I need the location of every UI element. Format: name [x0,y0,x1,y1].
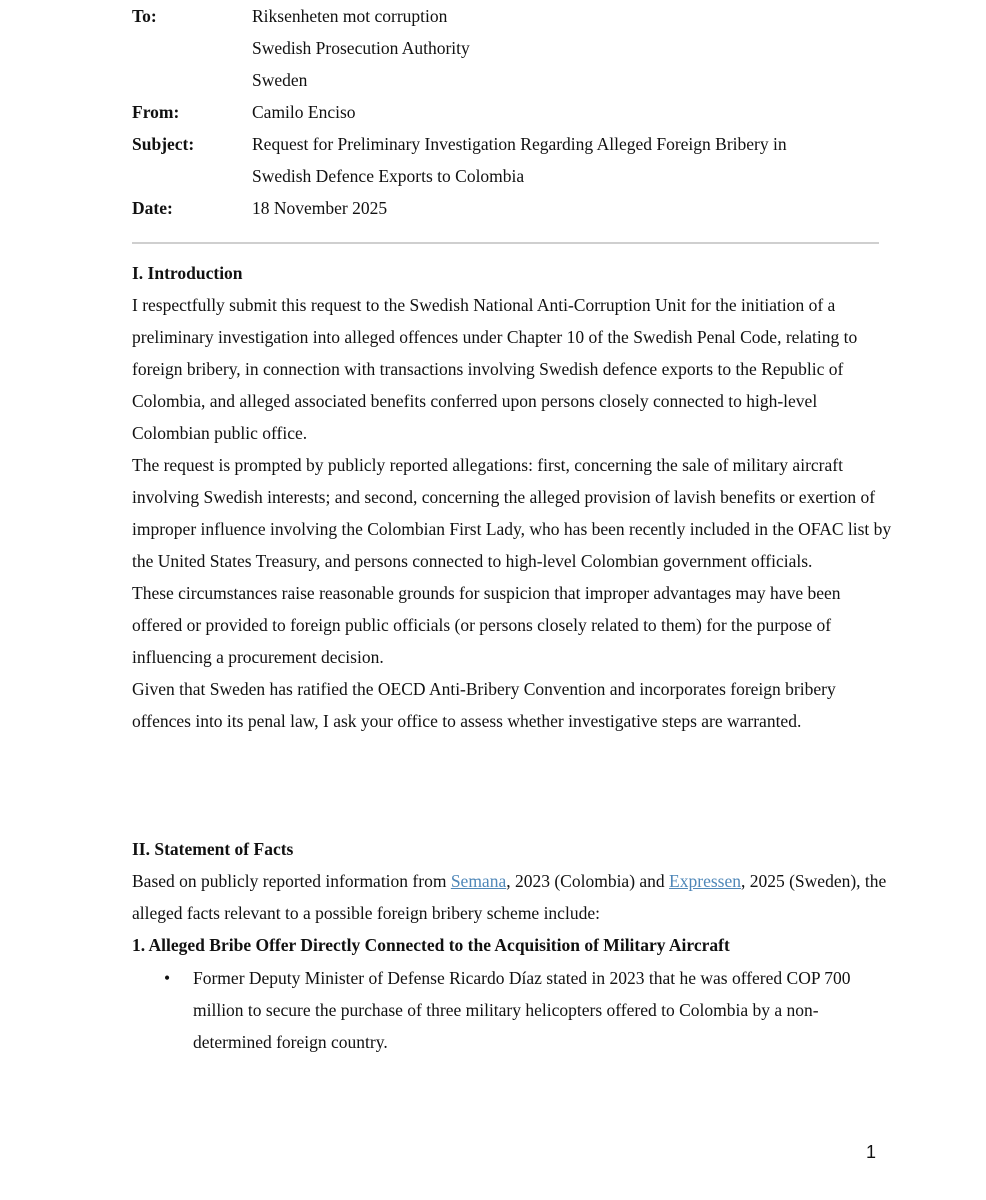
intro-paragraph-2: The request is prompted by publicly reported allegations: first, concerning the sale of military aircraft involving Swedish interests; and second, concerning the alleged provision of lavish benefits or exertion of improper influence involving the Colombian First Lady, who has been recently included in the OFAC list by the United States Treasury, and persons connected to high-level Colombian government officials. [132,455,892,571]
expressen-link[interactable]: Expressen [669,871,741,891]
intro-paragraph-4: Given that Sweden has ratified the OECD Anti-Bribery Convention and incorporates foreign bribery offences into its penal law, I ask your office to assess whether investigative steps are warranted. [132,679,836,731]
facts-intro-paragraph [132,865,892,929]
to-line-1: Riksenheten mot corruption [252,6,448,26]
facts-intro-text-1: Based on publicly reported information from [132,871,451,891]
to-line-2: Swedish Prosecution Authority [252,38,470,58]
from-label: From: [132,102,180,122]
date-value: 18 November 2025 [252,198,388,218]
intro-paragraph-1: I respectfully submit this request to the Swedish National Anti-Corruption Unit for the initiation of a preliminary investigation into alleged offences under Chapter 10 of the Swedish Penal Code, relating to foreign bribery, in connection with transactions involving Swedish defence exports to the Republic of Colombia, and alleged associated benefits conferred upon persons closely connected to high-level Colombian public office. [132,295,858,443]
intro-paragraph-3: These circumstances raise reasonable grounds for suspicion that improper advantages may have been offered or provided to foreign public officials (or persons closely related to them) for the purpose of influencing a procurement decision. [132,583,841,667]
subject-line-2: Swedish Defence Exports to Colombia [252,166,525,186]
to-label: To: [132,6,157,26]
introduction-heading: I. Introduction [132,263,243,283]
facts-section [132,833,892,961]
facts-subheading: 1. Alleged Bribe Offer Directly Connected to the Acquisition of Military Aircraft [132,935,730,955]
semana-link[interactable]: Semana [450,871,507,891]
subject-label: Subject: [132,134,195,154]
header-divider [132,242,879,244]
to-line-3: Sweden [252,70,308,90]
introduction-section [132,257,892,737]
date-label: Date: [132,198,173,218]
bullet-text: Former Deputy Minister of Defense Ricardo Díaz stated in 2023 that he was offered COP 700 million to secure the purchase of three military helicopters offered to Colombia by a non-determined foreign country. [193,968,851,1052]
facts-heading: II. Statement of Facts [132,839,294,859]
from-value: Camilo Enciso [252,102,356,122]
facts-intro-text-2: , 2023 (Colombia) and [506,871,670,891]
subject-line-1: Request for Preliminary Investigation Regarding Alleged Foreign Bribery in [252,134,787,154]
facts-intro-text-3: , 2025 (Sweden), the alleged facts relevant to a possible foreign bribery scheme include: [132,871,887,923]
bullet-icon: • [164,968,171,988]
page-number: 1 [866,1142,877,1162]
